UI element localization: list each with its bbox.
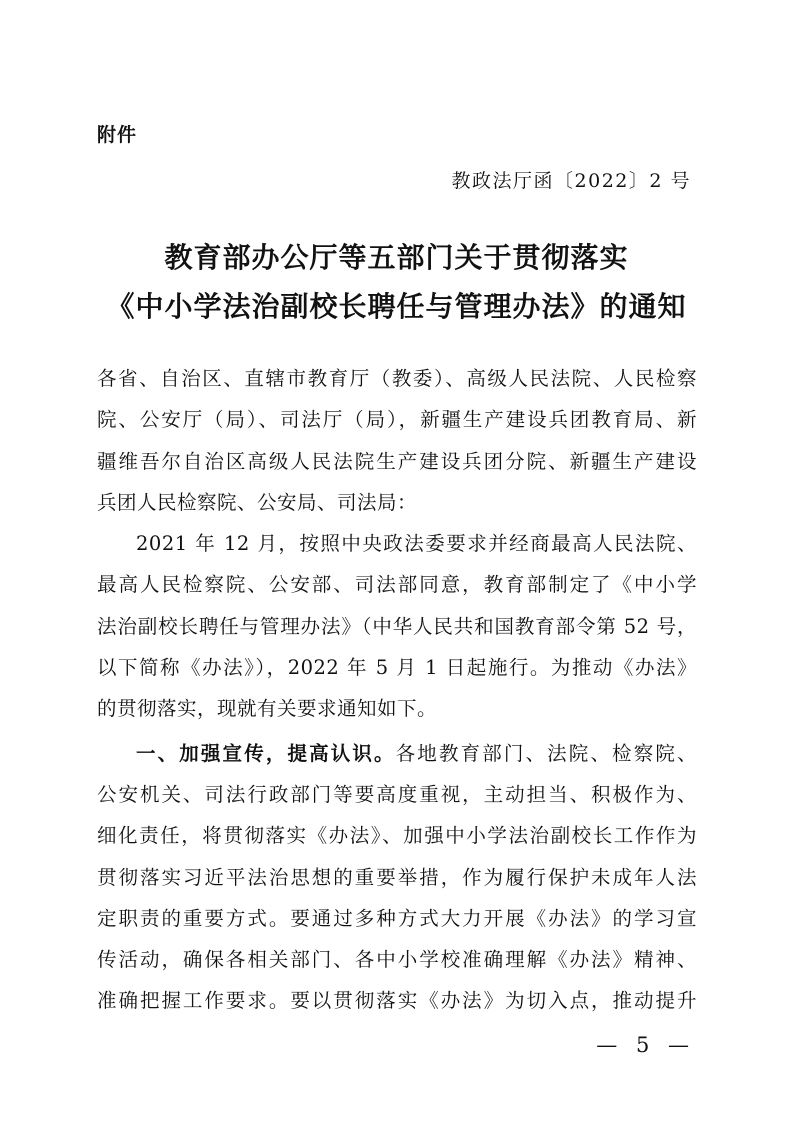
title-line-2: 《中小学法治副校长聘任与管理办法》的通知: [106, 290, 687, 323]
section-heading: 一、加强宣传，提高认识。: [136, 741, 396, 765]
paragraph-line: 的贯彻落实，现就有关要求通知如下。: [97, 697, 438, 721]
paragraph-line: 定职责的重要方式。要通过多种方式大力开展《办法》的学习宣: [97, 906, 697, 930]
section-heading-line: [97, 733, 697, 774]
paragraph-line: 以下简称《办法》），2022 年 5 月 1 日起施行。为推动《办法》: [97, 656, 697, 680]
attachment-label: 附件: [97, 124, 138, 146]
paragraph-line: 细化责任，将贯彻落实《办法》、加强中小学法治副校长工作作为: [97, 824, 697, 848]
paragraph-line: 准确把握工作要求。要以贯彻落实《办法》为切入点，推动提升: [97, 989, 697, 1013]
document-number: 教政法厅函〔2022〕2 号: [451, 170, 691, 192]
addressee-line: 疆维吾尔自治区高级人民法院生产建设兵团分院、新疆生产建设: [97, 449, 697, 473]
paragraph-line: 贯彻落实习近平法治思想的重要举措，作为履行保护未成年人法: [97, 865, 697, 889]
paragraph-line: 公安机关、司法行政部门等要高度重视，主动担当、积极作为、: [97, 782, 697, 806]
paragraph-line: 最高人民检察院、公安部、司法部同意，教育部制定了《中小学: [97, 573, 697, 597]
addressee-line: 各省、自治区、直辖市教育厅（教委）、高级人民法院、人民检察: [97, 367, 697, 390]
paragraph-line: 2021 年 12 月，按照中央政法委要求并经商最高人民法院、: [136, 532, 697, 556]
addressee-line: 兵团人民检察院、公安局、司法局：: [97, 490, 418, 514]
page-number: — 5 —: [596, 1033, 695, 1057]
paragraph-line: 传活动，确保各相关部门、各中小学校准确理解《办法》精神、: [97, 948, 697, 972]
addressee-line: 院、公安厅（局）、司法厅（局），新疆生产建设兵团教育局、新: [97, 408, 697, 432]
body-text: [97, 358, 697, 1022]
paragraph-line: 法治副校长聘任与管理办法》（中华人民共和国教育部令第 52 号，: [97, 614, 697, 638]
title-line-1: 教育部办公厅等五部门关于贯彻落实: [164, 241, 629, 274]
paragraph-text: 各地教育部门、法院、检察院、: [395, 741, 697, 765]
